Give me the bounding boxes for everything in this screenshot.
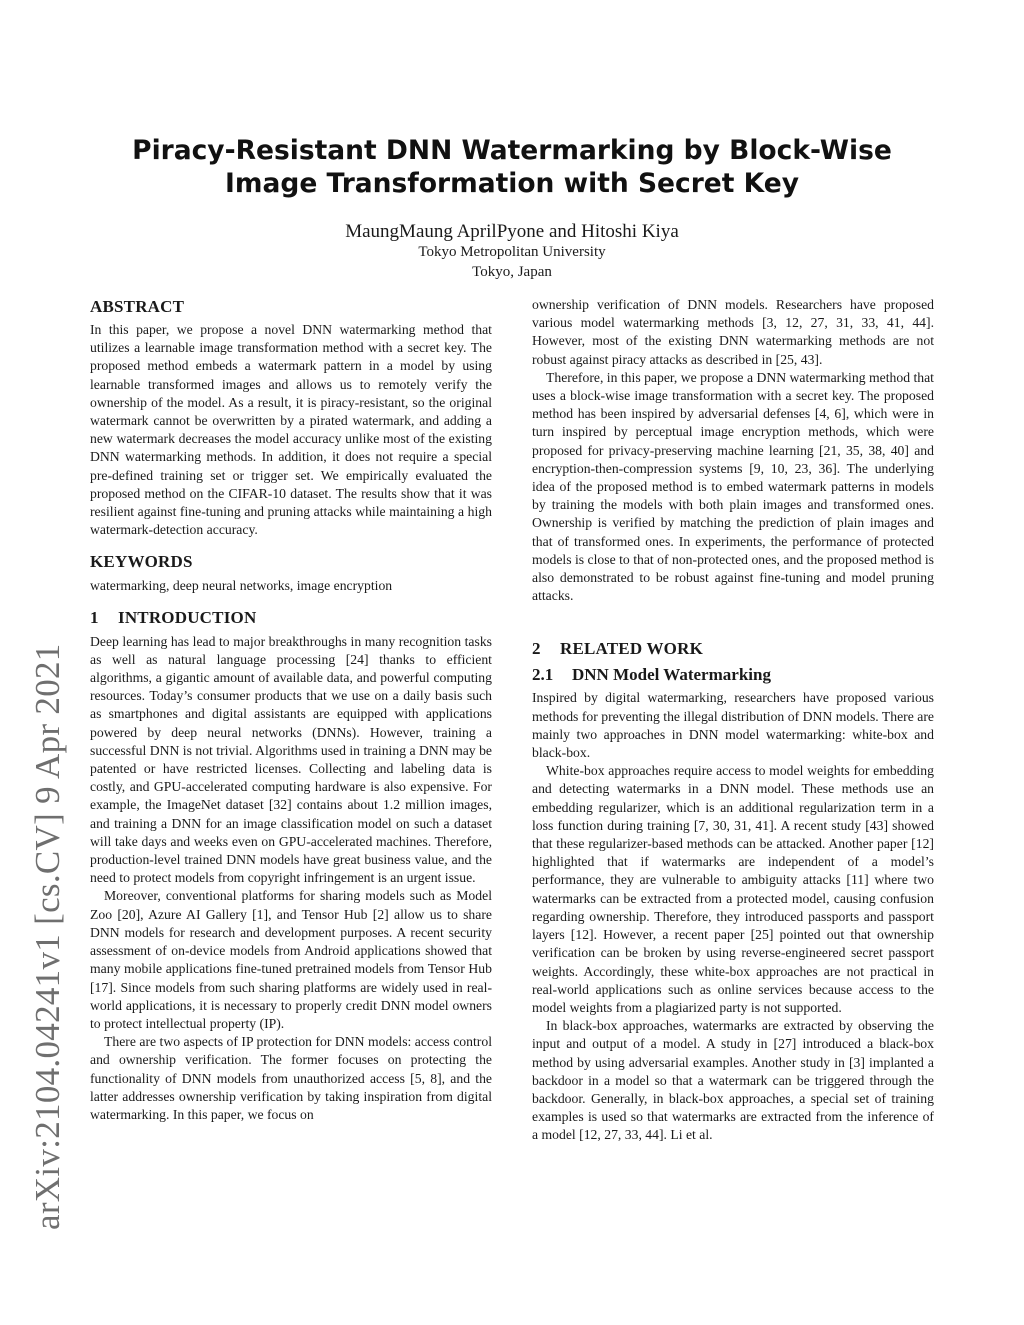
intro-paragraph: There are two aspects of IP protection for DNN models: access control and ownership verification. The former focuses on protecting the functionality of DNN models from unauthorized access [5, 8], and the latter addresses ownership verification by taking inspiration from digital watermarking. In this paper, we focus on — [90, 1034, 492, 1122]
intro-paragraph: Moreover, conventional platforms for sharing models such as Model Zoo [20], Azure AI Gallery [1], and Tensor Hub [2] allow us to share DNN models for research and development purposes. A recent security assessment of on-device models from Android applications showed that many mobile applications fine-tuned pretrained models from Tensor Hub [17]. Since models from such sharing platforms are widely used in real-world applications, it is necessary to properly credit DNN model owners to protect intellectual property (IP). — [90, 888, 492, 1031]
intro-paragraph: Deep learning has lead to major breakthroughs in many recognition tasks as well as natural language processing [24] thanks to efficient algorithms, a gigantic amount of available data, and powerful computing resources. Today’s consumer products that we use on a daily basis such as smartphones and digital assistants are equipped with applications powered by deep neural networks (DNNs). However, training a successful DNN is not trivial. Algorithms used in training a DNN may be patented or have restricted licenses. Collecting and labeling data is costly, and GPU-accelerated computing hardware is also expensive. For example, the ImageNet dataset [32] contains about 1.2 million images, and training a DNN for an image classification model on such a dataset will take days and weeks even on GPU-accelerated machines. Therefore, production-level trained DNN models have great business value, and the need to protect models from copyright infringement is an urgent issue. — [90, 633, 492, 886]
related-work-paragraph: In black-box approaches, watermarks are extracted by observing the input and output of a model. A study in [27] introduced a black-box method by using adversarial examples. Another study in [3] implanted a backdoor in a model so that a watermark can be triggered through the backdoor. Generally, in black-box approaches, a special set of training examples is used so that watermarks are extracted from the inference of a model [12, 27, 33, 44]. Li et al. — [532, 1018, 934, 1143]
author-names: MaungMaung AprilPyone and Hitoshi Kiya — [345, 221, 679, 242]
related-work-paragraph: White-box approaches require access to model weights for embedding and detecting watermarks in a DNN model. These methods use an embedding regularizer, which is an additional regularization term in a loss function during training [7, 30, 31, 41]. A recent study [43] showed that these regularizer-based methods can be attacked. Another paper [12] highlighted that if watermarks are independent of a model’s performance, they are vulnerable to ambiguity attacks [11] where two watermarks can be extracted from a protected model, causing confusion regarding ownership. Therefore, they introduced passports and passport layers [12]. However, a recent paper [25] pointed out that ownership verification can be broken by using reverse-engineered secret passport weights. Accordingly, these white-box approaches are not practical in real-world applications such as online services because access to the model weights from a plagiarized party is not supported. — [532, 763, 934, 1015]
subsection-title: DNN Model Watermarking — [572, 665, 771, 685]
introduction-heading — [90, 607, 492, 629]
related-work-paragraph: Inspired by digital watermarking, researchers have proposed various methods for preventing the illegal distribution of DNN models. There are mainly two approaches in DNN model watermarking: white-box and black-box. — [532, 690, 934, 761]
author-location: Tokyo, Japan — [472, 264, 552, 280]
author-affiliation: Tokyo Metropolitan University — [418, 244, 606, 260]
abstract-text: In this paper, we propose a novel DNN watermarking method that utilizes a learnable image transformation method with a secret key. The proposed method embeds a watermark pattern in a model by using learnable transformed images and allows us to remotely verify the ownership of the model. As a result, it is piracy-resistant, so the original watermark cannot be overwritten by a pirated watermark, and adding a new watermark decreases the model accuracy unlike most of the existing DNN watermarking methods. In addition, it does not require a special pre-defined training set or trigger set. We empirically evaluated the proposed method on the CIFAR-10 dataset. The results show that it was resilient against fine-tuning and pruning attacks while maintaining a high watermark-detection accuracy. — [90, 322, 492, 538]
subsection-heading — [532, 664, 934, 686]
intro-continuation-paragraph: ownership verification of DNN models. Researchers have proposed various model watermarking methods [3, 12, 27, 31, 33, 41, 44]. However, most of the existing DNN watermarking methods are not robust against piracy attacks as described in [25, 43]. — [532, 297, 934, 367]
section-number: 1 — [90, 607, 99, 627]
arxiv-identifier-stamp: arXiv:2104.04241v1 [cs.CV] 9 Apr 2021 — [28, 643, 67, 1230]
keywords-heading: KEYWORDS — [90, 552, 193, 572]
abstract-heading: ABSTRACT — [90, 297, 185, 316]
left-column — [90, 296, 492, 1124]
right-column — [532, 296, 934, 1145]
section-title: RELATED WORK — [560, 639, 703, 659]
intro-paragraph: Therefore, in this paper, we propose a DNN watermarking method that uses a block-wise image transformation with a secret key. The proposed method has been inspired by adversarial defenses [4, 6], which were in turn inspired by perceptual image encryption methods, which were proposed for privacy-preserving machine learning [21, 35, 38, 40] and encryption-then-compression systems [9, 10, 23, 36]. The underlying idea of the proposed method is to embed watermark patterns in models by training the models with both plain images and transformed ones. Ownership is verified by matching the prediction of plain images and that of transformed ones. In experiments, the performance of protected models is close to that of non-protected ones, and the proposed method is also demonstrated to be robust against fine-tuning and model pruning attacks. — [532, 369, 934, 604]
paper-title: Piracy-Resistant DNN Watermarking by Block-Wise Image Transformation with Secret Key — [132, 135, 892, 199]
keywords-text: watermarking, deep neural networks, image encryption — [90, 578, 393, 594]
subsection-number: 2.1 — [532, 665, 554, 685]
section-number: 2 — [532, 639, 541, 659]
section-title: INTRODUCTION — [118, 607, 257, 627]
related-work-heading — [532, 638, 934, 660]
